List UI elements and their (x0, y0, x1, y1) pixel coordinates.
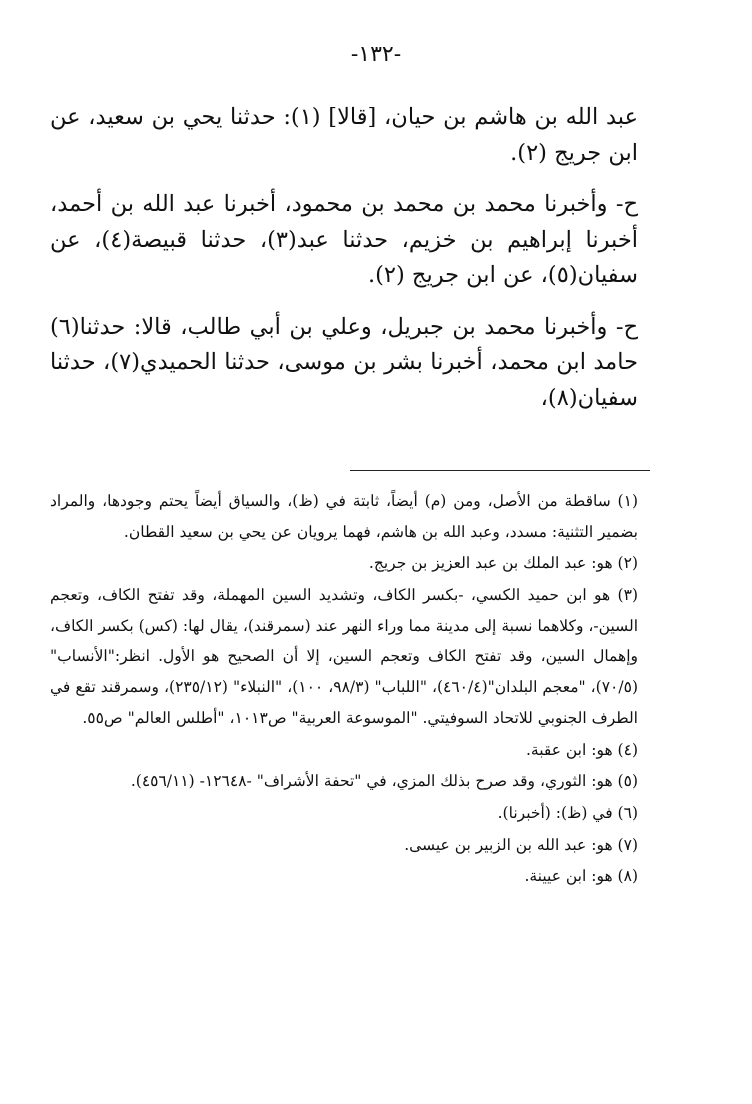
paragraph: ح- وأخبرنا محمد بن جبريل، وعلي بن أبي طالب، قالا: حدثنا(٦) حامد ابن محمد، أخبرنا بشر بن موسى، حدثنا الحميدي(٧)، حدثنا سفيان(٨)، (50, 313, 638, 411)
main-text (50, 100, 638, 432)
footnote: (١) ساقطة من الأصل، ومن (م) أيضاً، ثابتة في (ظ)، والسياق أيضاً يحتم وجودها، والمراد بضمير التثنية: مسدد، وعبد الله بن هاشم، فهما يرويان عن يحي بن سعيد القطان. (50, 492, 638, 541)
paragraph: عبد الله بن هاشم بن حيان، [قالا] (١): حدثنا يحي بن سعيد، عن ابن جريج (٢). (50, 104, 639, 166)
footnote: (٥) هو: الثوري، وقد صرح بذلك المزي، في "تحفة الأشراف" -١٢٦٤٨- (٤٥٦/١١). (130, 772, 638, 791)
footnote: (٧) هو: عبد الله بن الزبير بن عيسى. (404, 835, 638, 854)
footnote: (٢) هو: عبد الملك بن عبد العزيز بن جريج. (368, 554, 638, 573)
page-number: -١٣٢- (350, 42, 402, 67)
footnote: (٦) في (ظ): (أخبرنا). (497, 803, 638, 822)
footnote: (٨) هو: ابن عيينة. (524, 867, 638, 886)
paragraph: ح- وأخبرنا محمد بن محمد بن محمود، أخبرنا عبد الله بن أحمد، أخبرنا إبراهيم بن خزيم، حدثنا عبد(٣)، حدثنا قبيصة(٤)، عن سفيان(٥)، عن ابن جريج (٢). (50, 191, 638, 289)
footnote: (٤) هو: ابن عقبة. (525, 740, 638, 759)
footnote-divider (350, 470, 650, 471)
footnote: (٣) هو ابن حميد الكسي، -بكسر الكاف، وتشديد السين المهملة، وقد تفتح الكاف، وتعجم السين-، وكلاهما نسبة إلى مدينة مما وراء النهر عند (سمرقند)، يقال لها: (كس) بكسر الكاف، وإهمال السين، وقد تفتح الكاف وتعجم السين، إلا أن الصحيح هو الأول. انظر:"الأنساب" (٧٠/٥)، "معجم البلدان"(٤٦٠/٤)، "اللباب" (٩٨/٣، ١٠٠)، "النبلاء" (٢٣٥/١٢)، وسمرقند تقع في الطرف الجنوبي للاتحاد السوفيتي. "الموسوعة العربية" ص١٠١٣، "أطلس العالم" ص٥٥. (50, 586, 638, 727)
footnotes (50, 486, 638, 893)
